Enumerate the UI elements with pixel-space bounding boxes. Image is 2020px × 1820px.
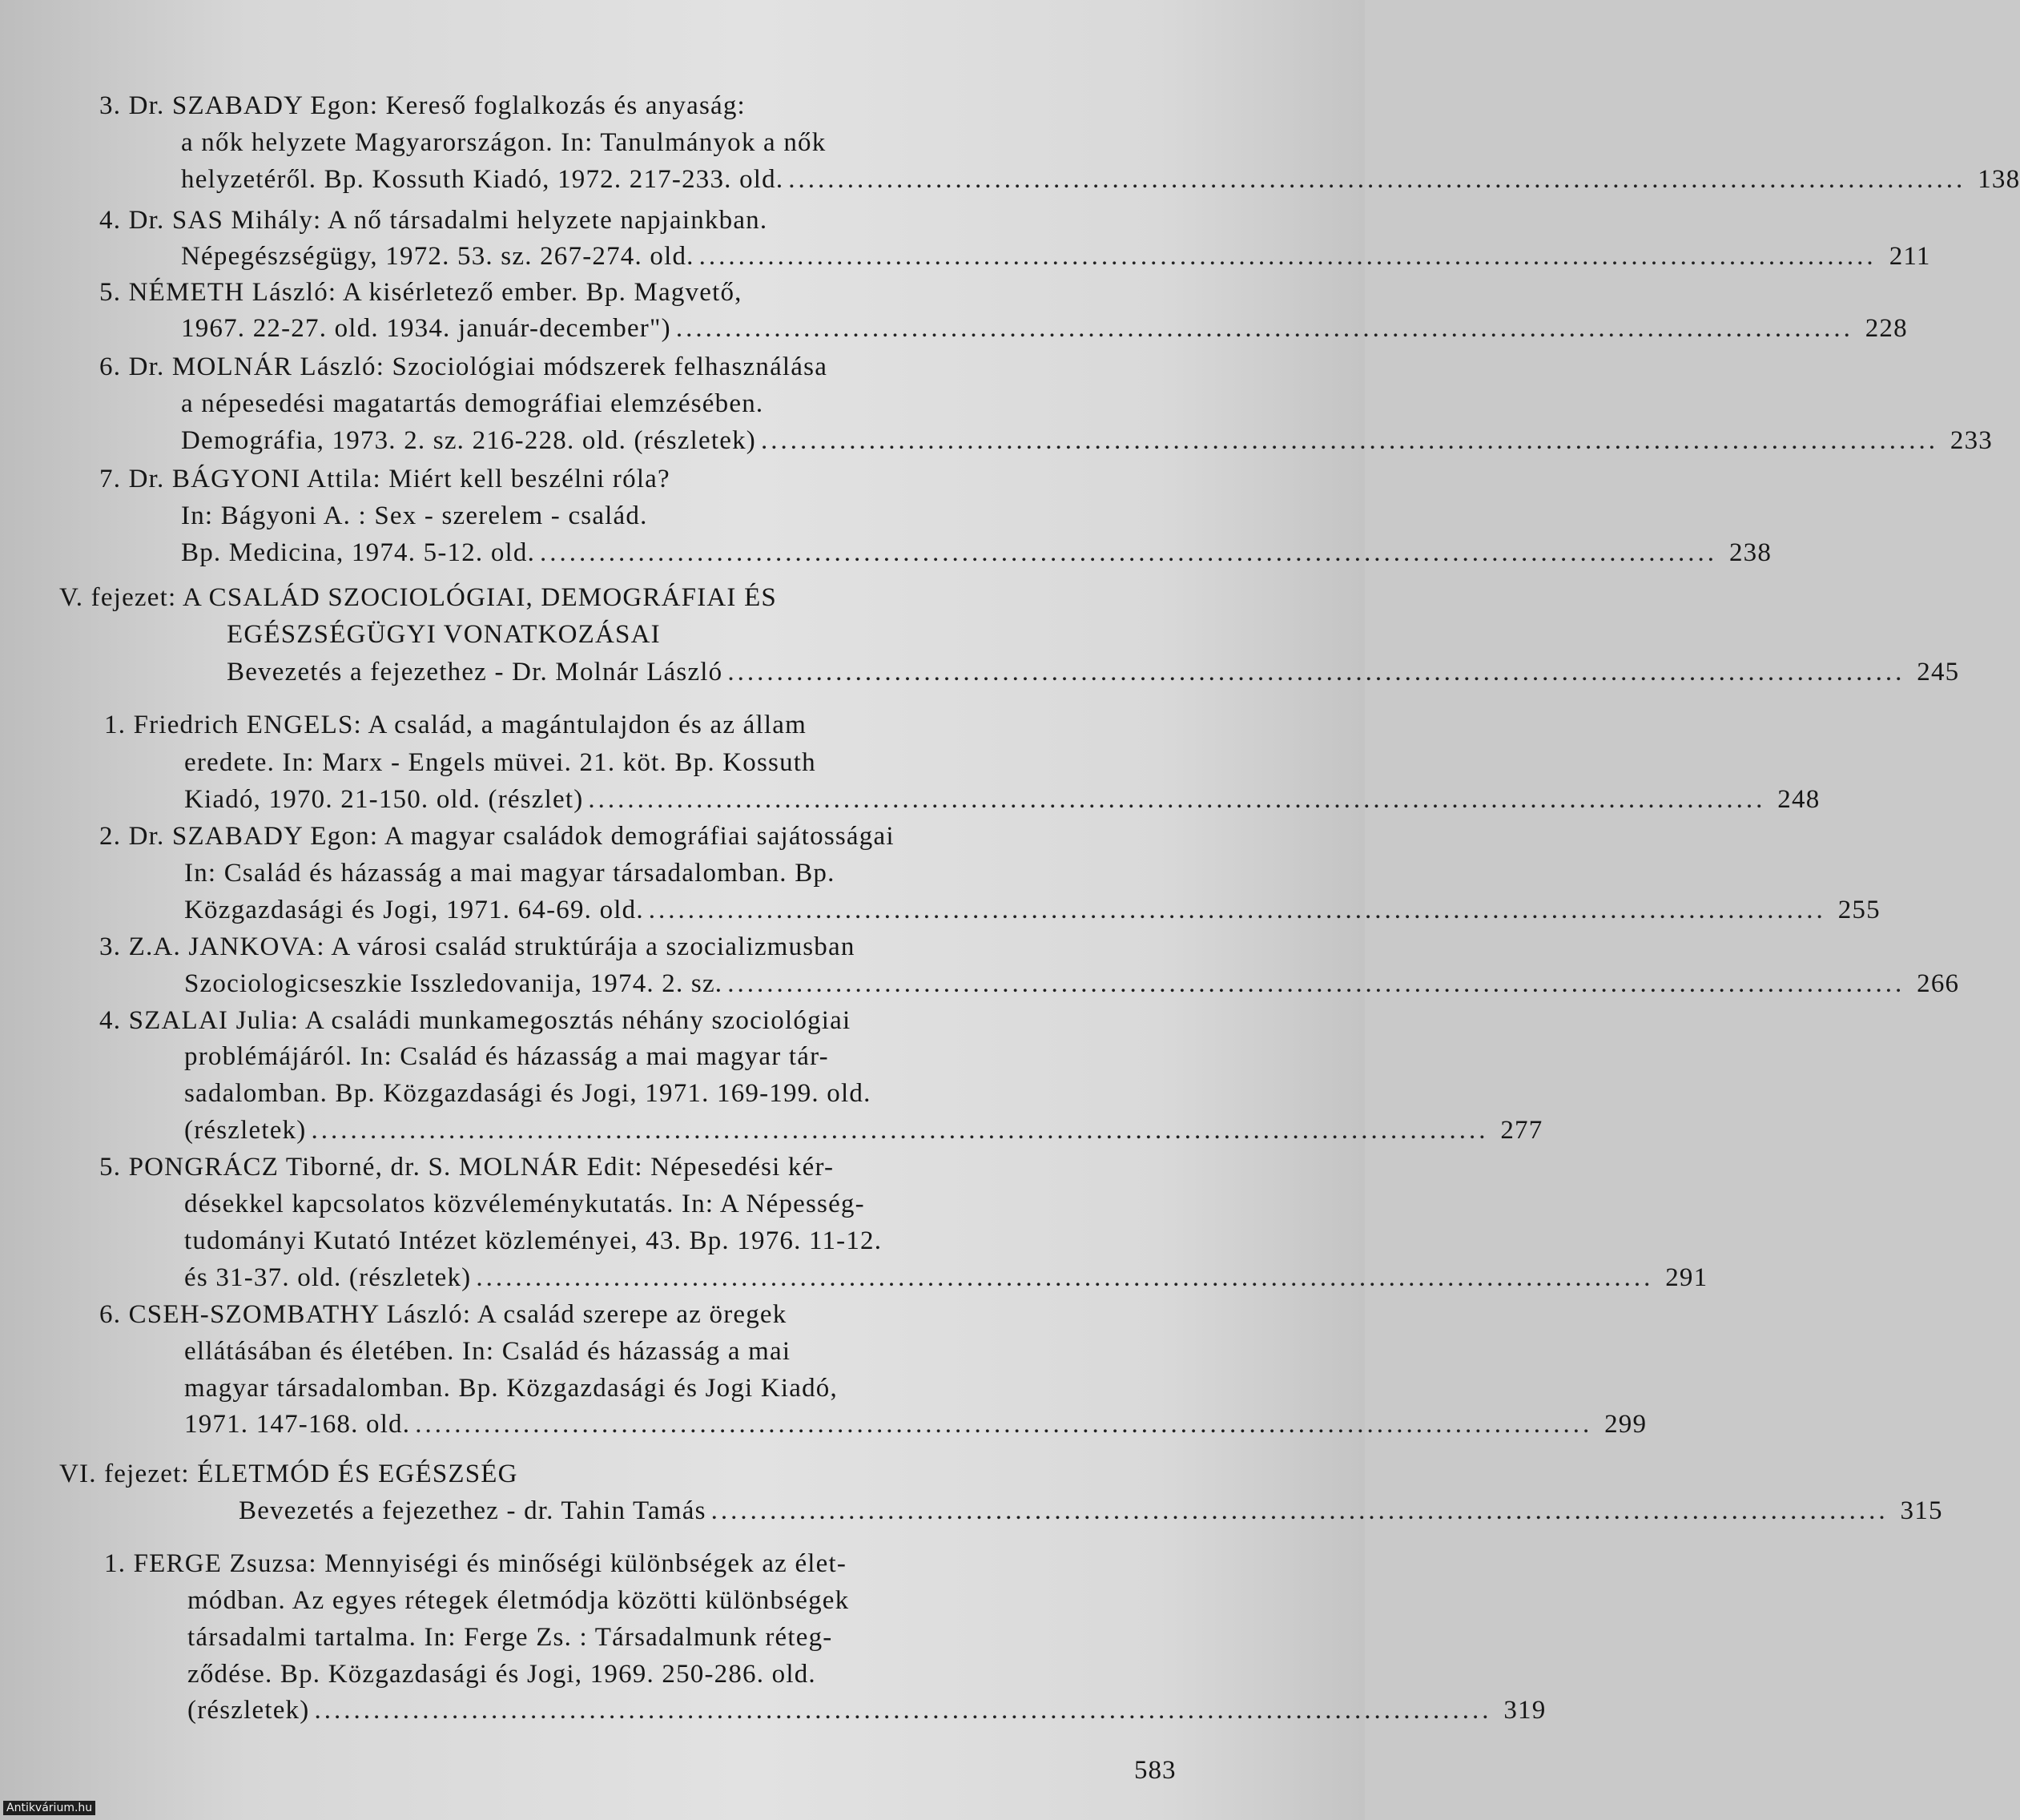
toc-line (99, 820, 1168, 852)
toc-line-text: Kiadó, 1970. 21-150. old. (részlet) (184, 785, 584, 814)
toc-line-text: 5. PONGRÁCZ Tiborné, dr. S. MOLNÁR Edit: Népesedési kér- (99, 1153, 835, 1182)
toc-line (181, 425, 1993, 457)
toc-line-text: In: Bágyoni A. : Sex - szerelem - család. (181, 501, 648, 530)
toc-line (184, 1372, 1168, 1404)
toc-line-text: 4. SZALAI Julia: A családi munkamegosztás néhány szociológiai (99, 1006, 851, 1035)
toc-page-ref: 291 (1665, 1263, 1708, 1292)
toc-line-text: módban. Az egyes rétegek életmódja közötti különbségek (187, 1586, 850, 1615)
toc-line (239, 1495, 1943, 1527)
dot-leader: ........................................................................................................................ (648, 896, 1826, 924)
toc-line (227, 618, 1161, 650)
toc-page-ref: 299 (1604, 1410, 1648, 1439)
toc-line (181, 500, 1161, 532)
toc-line-text: Közgazdasági és Jogi, 1971. 64-69. old. (184, 896, 644, 924)
toc-line-text: 1971. 147-168. old. (184, 1410, 411, 1439)
toc-page-ref: 211 (1889, 242, 1931, 271)
toc-line (181, 537, 1773, 569)
toc-line (227, 656, 1960, 688)
toc-line (99, 90, 1161, 122)
toc-line-text: a népesedési magatartás demográfiai elemzésében. (181, 389, 764, 418)
toc-line (181, 312, 1908, 344)
toc-line-text: 2. Dr. SZABADY Egon: A magyar családok demográfiai sajátosságai (99, 822, 895, 851)
dot-leader: ........................................................................................................................ (415, 1410, 1593, 1439)
toc-line (184, 747, 1168, 779)
toc-line-text: In: Család és házasság a mai magyar társadalomban. Bp. (184, 859, 835, 888)
toc-line-text: 6. Dr. MOLNÁR László: Szociológiai módszerek felhasználása (99, 352, 828, 381)
toc-line-text: eredete. In: Marx - Engels müvei. 21. köt. Bp. Kossuth (184, 748, 816, 777)
page-number: 583 (1134, 1756, 1177, 1785)
dot-leader: ........................................................................................................................ (760, 426, 1938, 455)
toc-line (181, 127, 1161, 159)
toc-line-text: Bevezetés a fejezethez - dr. Tahin Tamás (239, 1496, 706, 1525)
toc-line (104, 1548, 1168, 1580)
toc-line-text: 5. NÉMETH László: A kisérletező ember. Bp. Magvető, (99, 278, 742, 307)
dot-leader: ........................................................................................................................ (311, 1116, 1489, 1145)
toc-line-text: 1967. 22-27. old. 1934. január-december") (181, 314, 671, 343)
dot-leader: ........................................................................................................................ (698, 242, 1877, 271)
toc-line-text: és 31-37. old. (részletek) (184, 1263, 472, 1292)
dot-leader: ........................................................................................................................ (476, 1263, 1654, 1292)
toc-line-text: társadalmi tartalma. In: Ferge Zs. : Társadalmunk réteg- (187, 1623, 833, 1652)
toc-line (99, 1005, 1168, 1037)
toc-line (184, 1114, 1543, 1146)
toc-line-text: VI. fejezet: ÉLETMÓD ÉS EGÉSZSÉG (59, 1460, 518, 1488)
dot-leader: ........................................................................................................................ (788, 165, 1966, 194)
toc-line-text: ellátásában és életében. In: Család és házasság a mai (184, 1337, 791, 1366)
toc-page-ref: 245 (1917, 658, 1960, 687)
toc-line-text: EGÉSZSÉGÜGYI VONATKOZÁSAI (227, 620, 661, 649)
toc-line-text: 4. Dr. SAS Mihály: A nő társadalmi helyzete napjainkban. (99, 206, 768, 235)
toc-line (184, 1262, 1708, 1294)
toc-line-text: problémájáról. In: Család és házasság a mai magyar tár- (184, 1042, 829, 1071)
dot-leader: ........................................................................................................................ (314, 1696, 1492, 1725)
toc-page-ref: 238 (1728, 538, 1773, 567)
toc-line (59, 1458, 1168, 1490)
toc-page-ref: 138 (1978, 165, 2020, 194)
toc-line-text: Népegészségügy, 1972. 53. sz. 267-274. old. (181, 242, 694, 271)
toc-line (184, 1408, 1648, 1440)
toc-line-text: ződése. Bp. Közgazdasági és Jogi, 1969. 250-286. old. (187, 1660, 816, 1689)
toc-line (99, 204, 1161, 236)
toc-page-ref: 233 (1950, 426, 1993, 455)
toc-line (184, 1188, 1168, 1220)
dot-leader: ........................................................................................................................ (727, 969, 1905, 998)
toc-line (104, 709, 1168, 741)
toc-line (184, 1077, 1168, 1109)
toc-line (184, 1225, 1168, 1257)
toc-line-text: 1. Friedrich ENGELS: A család, a magántulajdon és az állam (104, 711, 807, 739)
toc-line-text: 3. Z.A. JANKOVA: A városi család struktúrája a szocializmusban (99, 932, 855, 961)
toc-line-text: (részletek) (184, 1116, 307, 1145)
toc-line-text: 6. CSEH-SZOMBATHY László: A család szerepe az öregek (99, 1300, 787, 1329)
dot-leader: ........................................................................................................................ (675, 314, 1853, 343)
dot-leader: ........................................................................................................................ (727, 658, 1905, 687)
dot-leader: ........................................................................................................................ (540, 538, 1718, 567)
toc-line-text: sadalomban. Bp. Közgazdasági és Jogi, 1971. 169-199. old. (184, 1079, 871, 1108)
toc-line (187, 1658, 1168, 1690)
toc-line (184, 1041, 1168, 1073)
toc-page-ref: 266 (1917, 969, 1960, 998)
toc-page-ref: 315 (1900, 1496, 1943, 1525)
toc-line (181, 388, 1161, 420)
toc-line-text: 7. Dr. BÁGYONI Attila: Miért kell beszélni róla? (99, 465, 670, 493)
toc-line (184, 857, 1168, 889)
toc-page-ref: 228 (1865, 314, 1908, 343)
toc-line (59, 582, 1161, 614)
toc-line (187, 1584, 1168, 1617)
toc-page-ref: 277 (1500, 1116, 1543, 1145)
toc-line (187, 1621, 1168, 1653)
toc-line-text: Bevezetés a fejezethez - Dr. Molnár László (227, 658, 723, 687)
toc-line-text: désekkel kapcsolatos közvéleménykutatás. In: A Népesség- (184, 1190, 865, 1218)
toc-line (187, 1694, 1547, 1726)
toc-line-text: 1. FERGE Zsuzsa: Mennyiségi és minőségi különbségek az élet- (104, 1549, 847, 1578)
toc-line (181, 163, 2020, 195)
toc-line-text: Szociologicseszkie Isszledovanija, 1974. 2. sz. (184, 969, 723, 998)
toc-line (99, 276, 1161, 308)
toc-line (99, 463, 1161, 495)
toc-line (184, 783, 1821, 815)
toc-line-text: 3. Dr. SZABADY Egon: Kereső foglalkozás és anyaság: (99, 91, 746, 120)
toc-page-ref: 319 (1503, 1696, 1547, 1725)
toc-line (184, 968, 1960, 1000)
dot-leader: ........................................................................................................................ (588, 785, 1766, 814)
toc-line-text: (részletek) (187, 1696, 310, 1725)
toc-line (184, 894, 1881, 926)
watermark: Antikvárium.hu (3, 1801, 95, 1815)
toc-page-ref: 255 (1837, 896, 1881, 924)
toc-page-ref: 248 (1777, 785, 1821, 814)
toc-line-text: a nők helyzete Magyarországon. In: Tanulmányok a nők (181, 128, 827, 157)
dot-leader: ........................................................................................................................ (710, 1496, 1889, 1525)
toc-line (99, 351, 1161, 383)
toc-line (99, 1151, 1168, 1183)
toc-line (99, 931, 1168, 963)
toc-line-text: Demográfia, 1973. 2. sz. 216-228. old. (részletek) (181, 426, 756, 455)
toc-line-text: Bp. Medicina, 1974. 5-12. old. (181, 538, 536, 567)
toc-line (184, 1335, 1168, 1367)
toc-line-text: helyzetéről. Bp. Kossuth Kiadó, 1972. 217-233. old. (181, 165, 784, 194)
toc-line-text: V. fejezet: A CSALÁD SZOCIOLÓGIAI, DEMOGRÁFIAI ÉS (59, 583, 777, 612)
toc-line (181, 240, 1931, 272)
toc-line-text: magyar társadalomban. Bp. Közgazdasági és Jogi Kiadó, (184, 1374, 838, 1403)
toc-line-text: tudományi Kutató Intézet közleményei, 43. Bp. 1976. 11-12. (184, 1226, 883, 1255)
toc-line (99, 1299, 1168, 1331)
